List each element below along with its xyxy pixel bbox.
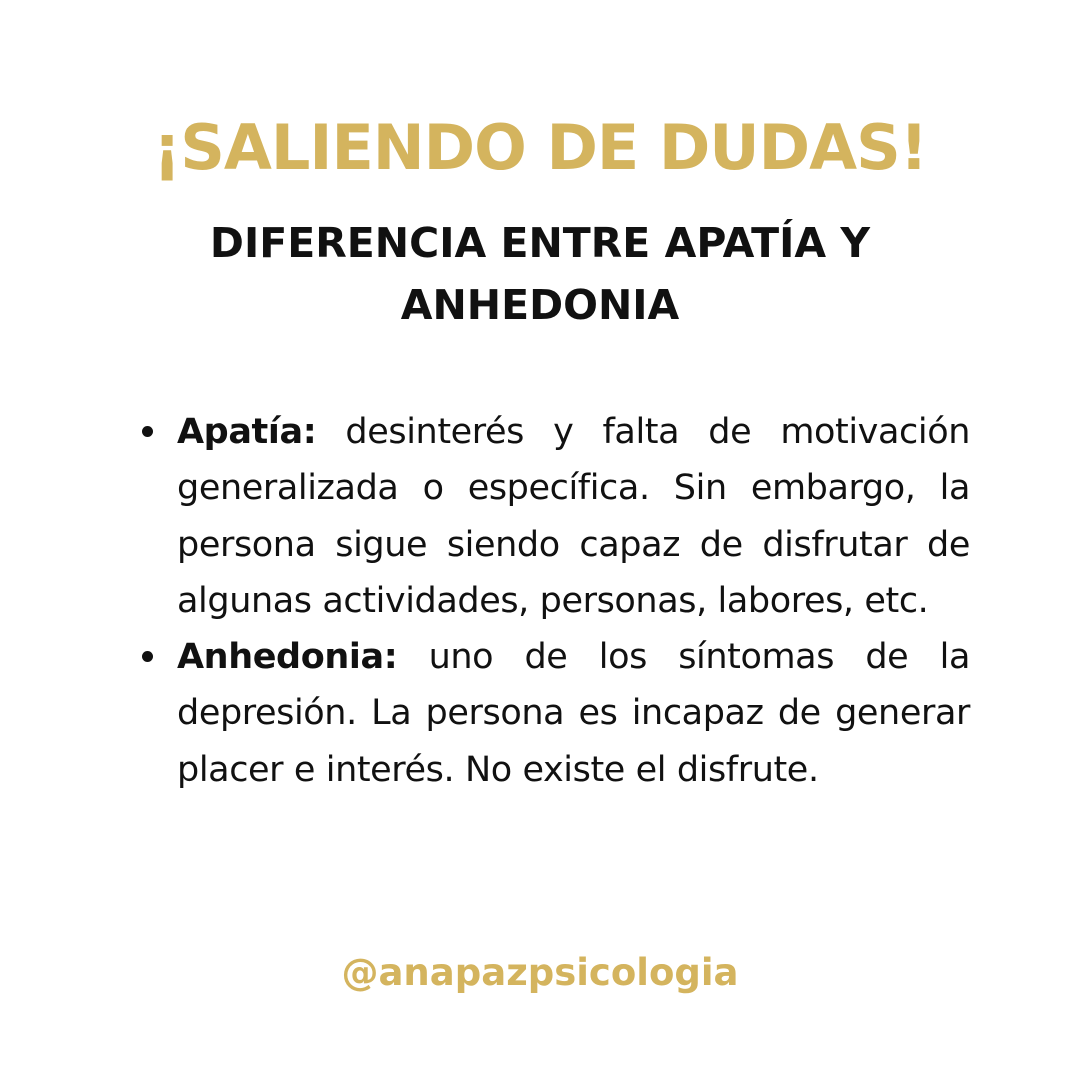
- definition-term: Apatía:: [177, 412, 317, 452]
- definition-item-apatia: [138, 404, 970, 629]
- definition-list: [138, 404, 970, 798]
- page-subtitle: DIFERENCIA ENTRE APATÍA Y ANHEDONIA: [209, 219, 871, 329]
- definition-term: Anhedonia:: [177, 637, 398, 678]
- definition-item-anhedonia: [138, 629, 970, 798]
- page-title: ¡SALIENDO DE DUDAS!: [152, 111, 928, 184]
- bullet-icon: [142, 426, 153, 437]
- definition-text: desinterés y falta de motivación generalizada o específica. Sin embargo, la persona sigue siendo capaz de disfrutar de algunas actividades, personas, labores, etc.: [177, 412, 970, 621]
- definition-text: uno de los síntomas de la depresión. La persona es incapaz de generar placer e interés. No existe el disfrute.: [177, 637, 970, 790]
- social-handle: @anapazpsicologia: [341, 951, 739, 994]
- bullet-icon: [142, 651, 153, 662]
